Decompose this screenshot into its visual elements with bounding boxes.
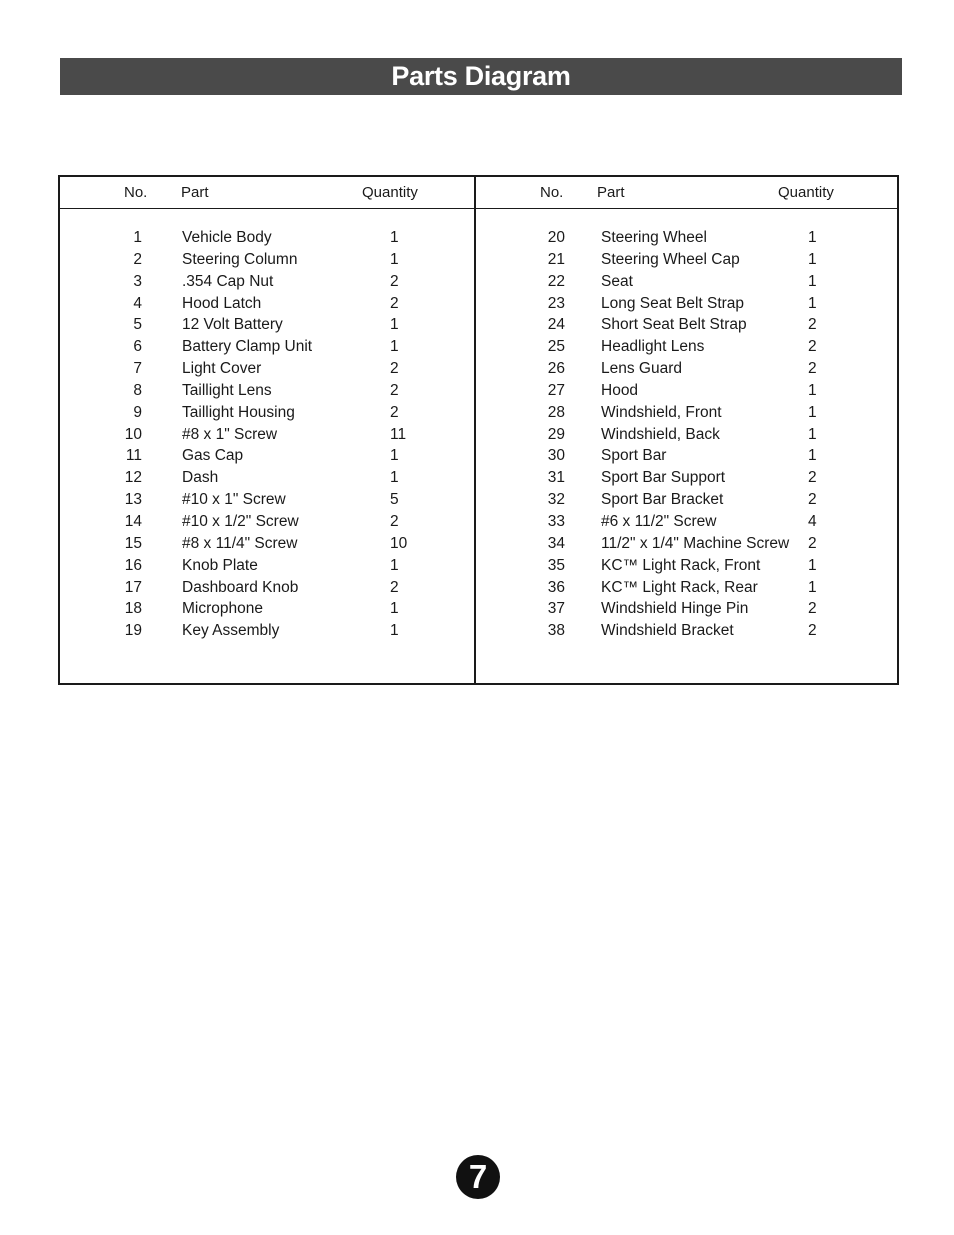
part-name: KC™ Light Rack, Front [601, 556, 761, 574]
part-name: #10 x 1/2" Screw [182, 512, 299, 530]
parts-table-left [60, 177, 476, 683]
part-number: 35 [547, 556, 565, 574]
part-quantity: 1 [390, 556, 399, 574]
part-name: #8 x 1" Screw [182, 425, 278, 443]
part-quantity: 11 [390, 425, 407, 443]
part-number: 9 [133, 403, 142, 421]
part-quantity: 1 [808, 229, 817, 246]
parts-table-right [476, 177, 897, 683]
part-quantity: 2 [808, 360, 817, 378]
part-name: Sport Bar [601, 447, 667, 465]
part-number: 28 [547, 403, 565, 421]
part-number: 22 [547, 272, 565, 290]
part-quantity: 2 [808, 600, 817, 618]
part-name: Battery Clamp Unit [182, 338, 313, 356]
part-name: Steering Wheel Cap [601, 250, 740, 268]
table-row [60, 251, 474, 273]
part-number: 33 [547, 512, 565, 530]
part-name: Short Seat Belt Strap [601, 316, 747, 334]
table-row [476, 535, 897, 557]
table-row [476, 557, 897, 579]
part-quantity: 2 [390, 360, 399, 378]
part-number: 2 [133, 250, 142, 268]
part-quantity: 1 [390, 469, 399, 487]
part-name: Lens Guard [601, 360, 682, 378]
part-quantity: 1 [808, 425, 817, 443]
part-number: 30 [547, 447, 565, 465]
part-number: 7 [133, 360, 142, 378]
part-number: 37 [547, 600, 565, 618]
part-quantity: 1 [808, 403, 817, 421]
table-row [476, 513, 897, 535]
part-number: 26 [547, 360, 565, 378]
part-quantity: 2 [808, 316, 817, 334]
part-number: 4 [133, 294, 142, 312]
table-row [60, 491, 474, 513]
part-number: 5 [133, 316, 142, 334]
part-name: #10 x 1" Screw [182, 491, 286, 509]
part-name: Hood [601, 381, 639, 399]
page-title: Parts Diagram [391, 61, 571, 91]
part-name: Seat [601, 272, 633, 290]
header-quantity: Quantity [362, 184, 418, 201]
part-quantity: 2 [808, 469, 817, 487]
part-quantity: 1 [390, 622, 399, 640]
part-name: .354 Cap Nut [182, 272, 274, 290]
part-name: Taillight Lens [182, 381, 272, 399]
part-number: 23 [547, 294, 565, 312]
part-name: Knob Plate [182, 556, 258, 574]
table-header-right [476, 177, 897, 209]
part-quantity: 1 [808, 294, 817, 312]
part-number: 3 [133, 272, 142, 290]
parts-table [58, 175, 899, 685]
part-quantity: 2 [390, 578, 399, 596]
part-name: Dash [182, 469, 219, 487]
part-number: 25 [547, 338, 565, 356]
part-quantity: 1 [808, 381, 817, 399]
table-row [476, 273, 897, 295]
table-body-right [476, 229, 897, 644]
table-row [60, 622, 474, 644]
part-name: Steering Column [182, 250, 298, 268]
part-quantity: 1 [390, 316, 399, 334]
part-number: 20 [547, 229, 565, 246]
table-row [476, 360, 897, 382]
part-quantity: 1 [808, 578, 817, 596]
table-row [476, 316, 897, 338]
table-row [476, 579, 897, 601]
part-number: 27 [547, 381, 565, 399]
part-name: Microphone [182, 600, 263, 618]
part-name: Sport Bar Support [601, 469, 726, 487]
part-quantity: 1 [808, 556, 817, 574]
header-part: Part [181, 184, 209, 201]
table-row [476, 251, 897, 273]
part-quantity: 2 [390, 294, 399, 312]
header-no: No. [124, 184, 148, 201]
part-name: 12 Volt Battery [182, 316, 283, 334]
table-row [476, 404, 897, 426]
part-name: Windshield Hinge Pin [601, 600, 749, 618]
part-quantity: 2 [808, 622, 817, 640]
page-number-badge [456, 1155, 500, 1199]
table-body-left [60, 229, 474, 644]
part-quantity: 2 [390, 381, 399, 399]
table-row [476, 447, 897, 469]
table-row [60, 404, 474, 426]
part-name: Key Assembly [182, 622, 280, 640]
part-number: 8 [133, 381, 142, 399]
part-quantity: 5 [390, 491, 399, 509]
table-row [60, 513, 474, 535]
part-name: Headlight Lens [601, 338, 705, 356]
part-number: 38 [547, 622, 565, 640]
table-row [60, 382, 474, 404]
part-number: 13 [124, 491, 142, 509]
part-name: KC™ Light Rack, Rear [601, 578, 758, 596]
part-number: 12 [124, 469, 142, 487]
table-row [60, 426, 474, 448]
part-number: 36 [547, 578, 565, 596]
part-number: 6 [133, 338, 142, 356]
part-number: 18 [124, 600, 142, 618]
part-name: Windshield, Front [601, 403, 722, 421]
part-number: 15 [124, 534, 142, 552]
table-row [476, 338, 897, 360]
part-number: 34 [547, 534, 565, 552]
table-row [476, 382, 897, 404]
table-row [476, 426, 897, 448]
part-name: Hood Latch [182, 294, 262, 312]
table-row [60, 273, 474, 295]
part-number: 24 [547, 316, 565, 334]
part-number: 14 [124, 512, 142, 530]
table-row [60, 295, 474, 317]
table-row [476, 295, 897, 317]
table-row [476, 600, 897, 622]
table-row [60, 229, 474, 251]
part-quantity: 1 [390, 229, 399, 246]
table-row [60, 316, 474, 338]
table-row [476, 622, 897, 644]
part-name: Gas Cap [182, 447, 244, 465]
part-name: Dashboard Knob [182, 578, 299, 596]
part-name: Light Cover [182, 360, 262, 378]
table-row [476, 469, 897, 491]
part-number: 16 [124, 556, 142, 574]
table-row [476, 491, 897, 513]
part-quantity: 1 [390, 600, 399, 618]
part-quantity: 1 [390, 338, 399, 356]
part-number: 11 [125, 447, 142, 465]
table-header-left [60, 177, 474, 209]
header-quantity: Quantity [778, 184, 834, 201]
title-bar [60, 58, 902, 95]
part-quantity: 2 [390, 512, 399, 530]
part-number: 10 [124, 425, 142, 443]
header-part: Part [597, 184, 625, 201]
part-quantity: 10 [390, 534, 408, 552]
part-name: Vehicle Body [182, 229, 272, 246]
table-row [60, 600, 474, 622]
part-number: 31 [547, 469, 565, 487]
part-quantity: 1 [390, 447, 399, 465]
table-row [476, 229, 897, 251]
part-name: 11/2" x 1/4" Machine Screw [601, 534, 790, 552]
part-number: 1 [133, 229, 142, 246]
part-quantity: 4 [808, 512, 817, 530]
part-name: Taillight Housing [182, 403, 295, 421]
part-name: Sport Bar Bracket [601, 491, 724, 509]
table-row [60, 579, 474, 601]
part-name: Steering Wheel [601, 229, 707, 246]
part-name: Windshield, Back [601, 425, 720, 443]
part-quantity: 1 [390, 250, 399, 268]
table-row [60, 447, 474, 469]
part-quantity: 1 [808, 250, 817, 268]
part-quantity: 2 [390, 403, 399, 421]
part-number: 29 [547, 425, 565, 443]
part-number: 19 [124, 622, 142, 640]
part-quantity: 2 [390, 272, 399, 290]
part-name: Windshield Bracket [601, 622, 734, 640]
table-row [60, 360, 474, 382]
table-row [60, 535, 474, 557]
part-quantity: 1 [808, 447, 817, 465]
part-name: #6 x 11/2" Screw [601, 512, 717, 530]
part-number: 32 [547, 491, 565, 509]
table-row [60, 469, 474, 491]
part-quantity: 2 [808, 534, 817, 552]
part-quantity: 1 [808, 272, 817, 290]
table-row [60, 338, 474, 360]
part-number: 21 [547, 250, 565, 268]
part-name: Long Seat Belt Strap [601, 294, 745, 312]
part-quantity: 2 [808, 338, 817, 356]
part-quantity: 2 [808, 491, 817, 509]
page-number: 7 [468, 1158, 488, 1195]
table-row [60, 557, 474, 579]
part-number: 17 [124, 578, 142, 596]
part-name: #8 x 11/4" Screw [182, 534, 298, 552]
header-no: No. [540, 184, 564, 201]
